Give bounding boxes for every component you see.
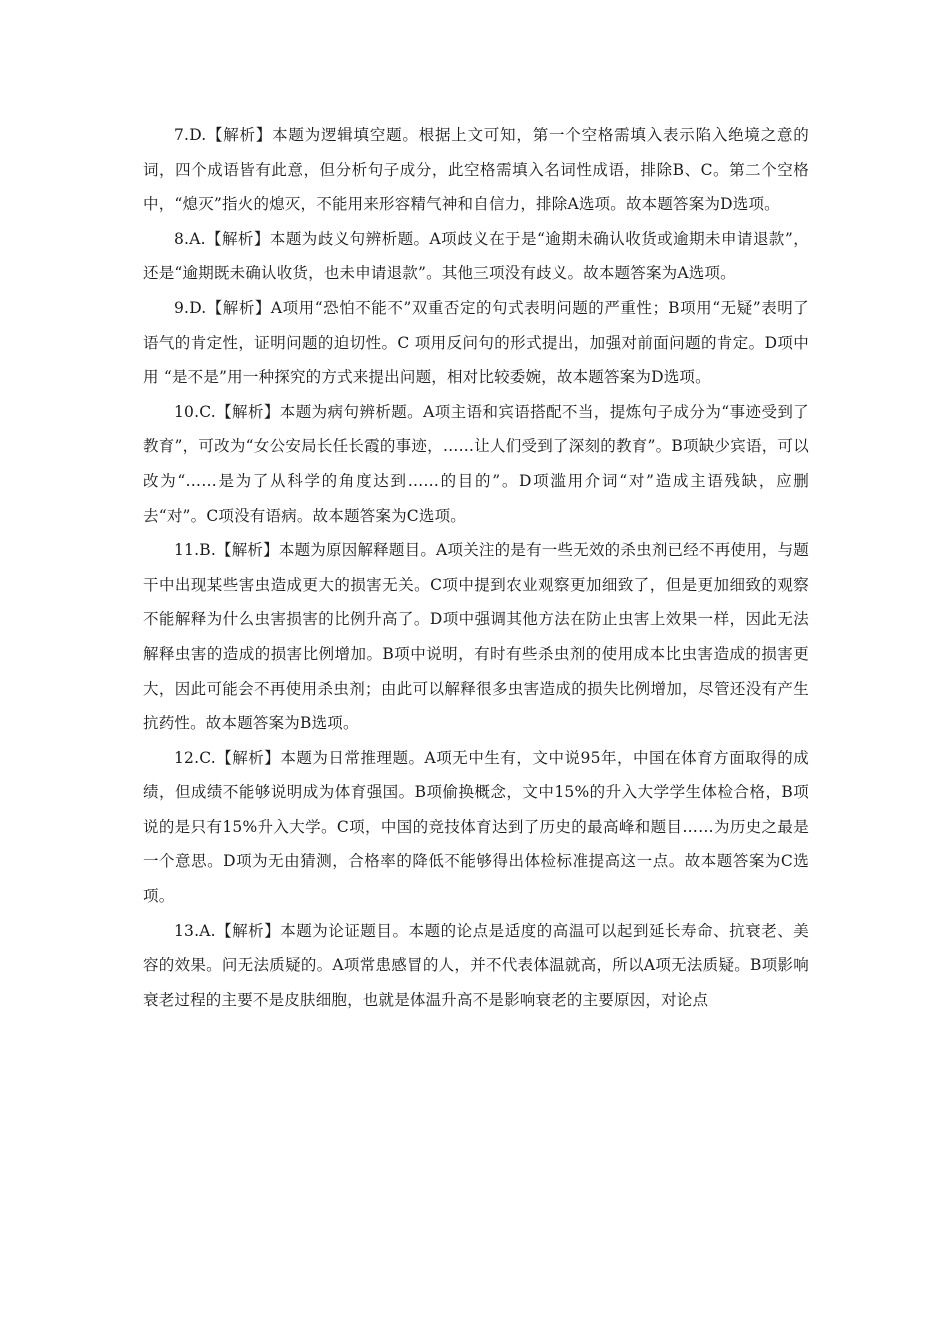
answer-13-explanation: 13.A.【解析】本题为论证题目。本题的论点是适度的高温可以起到延长寿命、抗衰老、美容的效果。问无法质疑的。A项常患感冒的人，并不代表体温就高，所以A项无法质疑。B项影响衰老过程的主要不是皮肤细胞，也就是体温升高不是影响衰老的主要原因，对论点 xyxy=(143,921,809,1009)
answer-7-explanation: 7.D.【解析】本题为逻辑填空题。根据上文可知，第一个空格需填入表示陷入绝境之意的词，四个成语皆有此意，但分析句子成分，此空格需填入名词性成语，排除B、C。第二个空格中，“熄灭”指火的熄灭，不能用来形容精气神和自信力，排除A选项。故本题答案为D选项。 xyxy=(143,126,809,214)
answer-8-explanation: 8.A.【解析】本题为歧义句辨析题。A项歧义在于是“逾期未确认收货或逾期未申请退款”，还是“逾期既未确认收货，也未申请退款”。其他三项没有歧义。故本题答案为A选项。 xyxy=(143,229,809,283)
answer-10-explanation: 10.C.【解析】本题为病句辨析题。A项主语和宾语搭配不当，提炼句子成分为“事迹受到了教育”，可改为“女公安局长任长霞的事迹，……让人们受到了深刻的教育”。B项缺少宾语，可以改为“……是为了从科学的角度达到……的目的”。D项滥用介词“对”造成主语残缺，应删去“对”。C项没有语病。故本题答案为C选项。 xyxy=(143,402,809,525)
answer-9-explanation: 9.D.【解析】A项用“恐怕不能不”双重否定的句式表明问题的严重性；B项用“无疑”表明了语气的肯定性，证明问题的迫切性。C 项用反问句的形式提出，加强对前面问题的肯定。D项中用 “是不是”用一种探究的方式来提出问题，相对比较委婉，故本题答案为D选项。 xyxy=(143,298,809,387)
document-page xyxy=(143,118,809,1017)
answer-11-explanation: 11.B.【解析】本题为原因解释题目。A项关注的是有一些无效的杀虫剂已经不再使用，与题干中出现某些害虫造成更大的损害无关。C项中提到农业观察更加细致了，但是更加细致的观察不能解释为什么虫害损害的比例升高了。D项中强调其他方法在防止虫害上效果一样，因此无法解释虫害的造成的损害比例增加。B项中说明，有时有些杀虫剂的使用成本比虫害造成的损害更大，因此可能会不再使用杀虫剂；由此可以解释很多虫害造成的损失比例增加，尽管还没有产生抗药性。故本题答案为B选项。 xyxy=(143,541,809,733)
answer-12-explanation: 12.C.【解析】本题为日常推理题。A项无中生有，文中说95年，中国在体育方面取得的成绩，但成绩不能够说明成为体育强国。B项偷换概念，文中15%的升入大学学生体检合格，B项说的是只有15%升入大学。C项，中国的竞技体育达到了历史的最高峰和题目……为历史之最是一个意思。D项为无由猜测，合格率的降低不能够得出体检标准提高这一点。故本题答案为C选项。 xyxy=(143,748,809,906)
